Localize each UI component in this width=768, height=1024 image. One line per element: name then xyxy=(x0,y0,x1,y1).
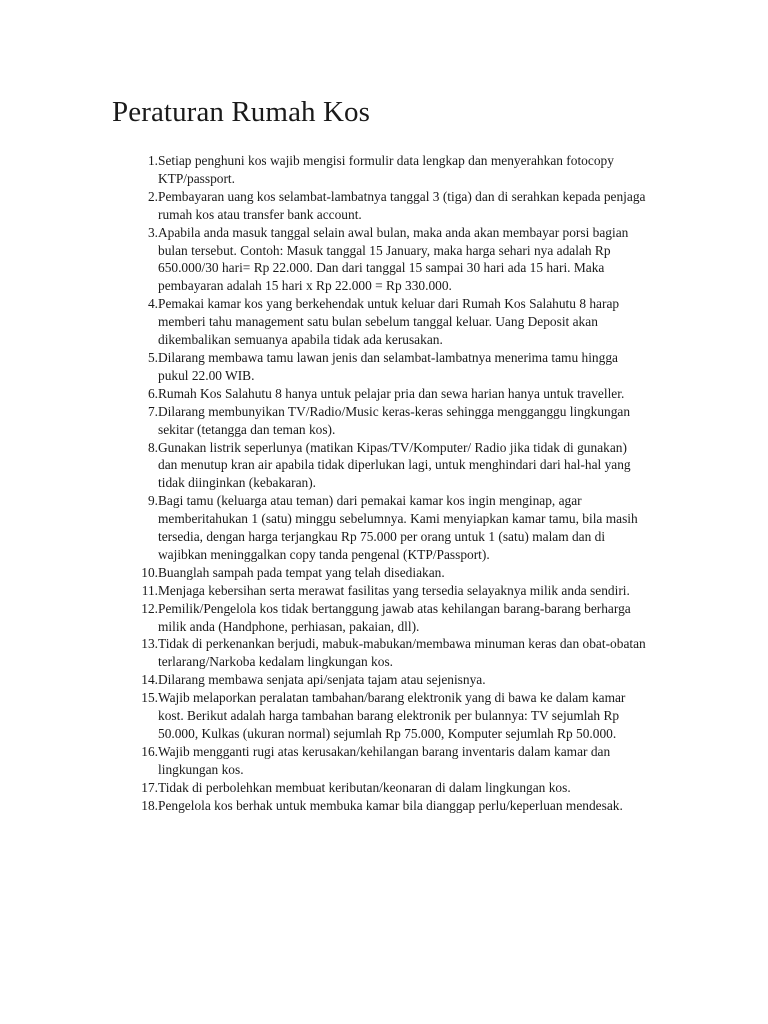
rule-text: Pemilik/Pengelola kos tidak bertanggung jawab atas kehilangan barang-barang berharga milik anda (Handphone, perhiasan, pakaian, dll). xyxy=(158,600,631,634)
rule-number: 5. xyxy=(147,349,158,365)
rule-text: Bagi tamu (keluarga atau teman) dari pemakai kamar kos ingin menginap, agar memberitahukan 1 (satu) minggu sebelumnya. Kami menyiapkan kamar tamu, bila masih tersedia, dengan harga terjangkau Rp 75.000 per orang untuk 1 (satu) malam dan di wajibkan meninggalkan copy tanda pengenal (KTP/Passport). xyxy=(158,493,638,562)
rule-text: Dilarang membawa senjata api/senjata tajam atau sejenisnya. xyxy=(158,672,486,688)
rule-item xyxy=(112,385,648,403)
rule-number: 11. xyxy=(141,582,158,598)
rule-number: 12. xyxy=(141,600,158,616)
rule-item xyxy=(112,743,648,779)
rule-number: 3. xyxy=(147,224,158,240)
document-page xyxy=(112,92,648,815)
rule-item xyxy=(112,671,648,689)
rule-text: Wajib mengganti rugi atas kerusakan/kehilangan barang inventaris dalam kamar dan lingkungan kos. xyxy=(158,743,611,777)
rule-text: Gunakan listrik seperlunya (matikan Kipas/TV/Komputer/ Radio jika tidak di gunakan) dan menutup kran air apabila tidak diperlukan lagi, untuk menghindari dari hal-hal yang tidak diinginkan (kebakaran). xyxy=(158,439,631,491)
rule-number: 18. xyxy=(141,797,158,813)
rule-number: 10. xyxy=(141,564,158,580)
rule-number: 2. xyxy=(147,188,158,204)
rule-number: 8. xyxy=(147,439,158,455)
rules-list xyxy=(112,152,648,815)
rule-text: Tidak di perkenankan berjudi, mabuk-mabukan/membawa minuman keras dan obat-obatan terlarang/Narkoba kedalam lingkungan kos. xyxy=(158,636,646,670)
rule-text: Dilarang membawa tamu lawan jenis dan selambat-lambatnya menerima tamu hingga pukul 22.00 WIB. xyxy=(158,349,618,383)
rule-text: Pemakai kamar kos yang berkehendak untuk keluar dari Rumah Kos Salahutu 8 harap memberi tahu management satu bulan sebelum tanggal keluar. Uang Deposit akan dikembalikan semuanya apabila tidak ada kerusakan. xyxy=(158,296,620,348)
rule-item xyxy=(112,349,648,385)
rule-item xyxy=(112,582,648,600)
rule-text: Apabila anda masuk tanggal selain awal bulan, maka anda akan membayar porsi bagian bulan tersebut. Contoh: Masuk tanggal 15 January, maka harga sehari nya adalah Rp 650.000/30 hari= Rp 22.000. Dan dari tanggal 15 sampai 30 hari ada 15 hari. Maka pembayaran adalah 15 hari x Rp 22.000 = Rp 330.000. xyxy=(158,224,629,294)
rule-item xyxy=(112,689,648,743)
rule-item xyxy=(112,564,648,582)
rule-number: 6. xyxy=(147,385,158,401)
rule-item xyxy=(112,152,648,188)
rule-number: 4. xyxy=(147,296,158,312)
rule-text: Pembayaran uang kos selambat-lambatnya tanggal 3 (tiga) dan di serahkan kepada penjaga rumah kos atau transfer bank account. xyxy=(158,188,646,222)
rule-item xyxy=(112,295,648,349)
rule-item xyxy=(112,492,648,564)
rule-text: Tidak di perbolehkan membuat keributan/keonaran di dalam lingkungan kos. xyxy=(158,779,571,795)
rule-text: Dilarang membunyikan TV/Radio/Music keras-keras sehingga mengganggu lingkungan sekitar (tetangga dan teman kos). xyxy=(158,403,631,437)
rule-item xyxy=(112,403,648,439)
rule-number: 7. xyxy=(147,403,158,419)
rule-number: 9. xyxy=(147,493,158,509)
rule-number: 15. xyxy=(141,690,158,706)
page-title: Peraturan Rumah Kos xyxy=(112,96,371,128)
rule-item xyxy=(112,635,648,671)
rule-item xyxy=(112,188,648,224)
rule-text: Buanglah sampah pada tempat yang telah disediakan. xyxy=(158,564,445,580)
rule-item xyxy=(112,779,648,797)
rule-text: Pengelola kos berhak untuk membuka kamar bila dianggap perlu/keperluan mendesak. xyxy=(158,797,623,813)
rule-number: 13. xyxy=(141,636,158,652)
rule-item xyxy=(112,439,648,493)
rule-item xyxy=(112,224,648,296)
rule-number: 16. xyxy=(141,743,158,759)
rule-number: 1. xyxy=(147,153,158,168)
rule-item xyxy=(112,600,648,636)
rule-text: Setiap penghuni kos wajib mengisi formulir data lengkap dan menyerahkan fotocopy KTP/passport. xyxy=(158,153,614,186)
rule-item xyxy=(112,797,648,815)
rule-number: 17. xyxy=(141,779,158,795)
rule-text: Menjaga kebersihan serta merawat fasilitas yang tersedia selayaknya milik anda sendiri. xyxy=(158,582,630,598)
rule-text: Rumah Kos Salahutu 8 hanya untuk pelajar pria dan sewa harian hanya untuk traveller. xyxy=(158,385,625,401)
rule-number: 14. xyxy=(141,672,158,688)
rule-text: Wajib melaporkan peralatan tambahan/barang elektronik yang di bawa ke dalam kamar kost. Berikut adalah harga tambahan barang elektronik per bulannya: TV sejumlah Rp 50.000, Kulkas (ukuran normal) sejumlah Rp 75.000, Komputer sejumlah Rp 50.000. xyxy=(158,690,626,741)
